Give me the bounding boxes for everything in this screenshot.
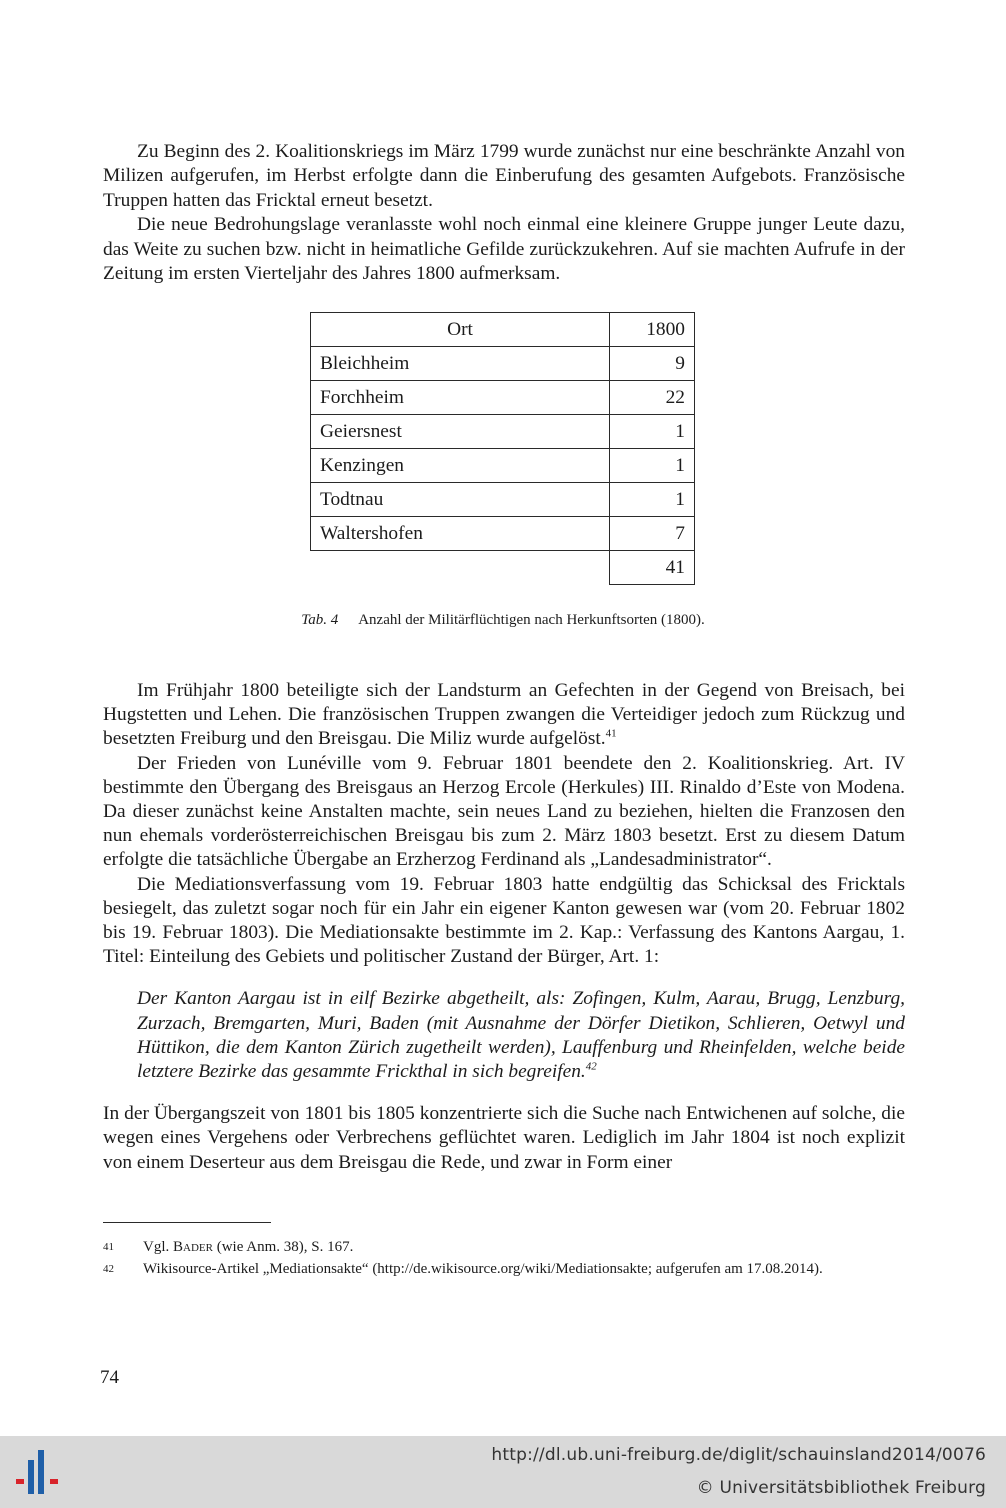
footnotes bbox=[103, 1237, 905, 1281]
footnote-41 bbox=[103, 1237, 905, 1257]
footer-url-link[interactable]: http://dl.ub.uni-freiburg.de/diglit/schauinsland2014/0076 bbox=[491, 1445, 986, 1465]
footnote-number: 42 bbox=[103, 1263, 114, 1275]
place-name: Bleichheim bbox=[311, 347, 610, 381]
place-count: 1 bbox=[610, 449, 695, 483]
footnote-text: Wikisource-Artikel „Mediationsakte“ (http://de.wikisource.org/wiki/Mediationsakte; aufgerufen am 17.08.2014). bbox=[143, 1261, 823, 1277]
footnote-ref-42: 42 bbox=[585, 1060, 597, 1073]
footnote-number: 41 bbox=[103, 1241, 114, 1253]
footnote-42 bbox=[103, 1259, 905, 1279]
footnote-ref-41: 41 bbox=[605, 727, 617, 740]
header-year: 1800 bbox=[610, 313, 695, 347]
places-table-container bbox=[310, 312, 695, 585]
paragraph-6: In der Übergangszeit von 1801 bis 1805 konzentrierte sich die Suche nach Entwichenen auf solche, die wegen eines Vergehens oder Verbrechens geflüchtet waren. Lediglich im Jahr 1804 ist noch explizit von einem Deserteur aus dem Breisgau die Rede, und zwar in Form einer bbox=[103, 1103, 905, 1173]
table-row bbox=[311, 517, 695, 551]
upper-text-block bbox=[103, 140, 905, 286]
footnote-author: Bader bbox=[173, 1239, 213, 1255]
lower-text-block bbox=[103, 679, 905, 1175]
paragraph-3-text: Im Frühjahr 1800 beteiligte sich der Landsturm an Gefechten in der Gegend von Breisach, bei Hugstetten und Lehen. Die französischen Truppen zwangen die Verteidiger jedoch zum Rückzug und besetzten Freiburg und den Breisgau. Die Miliz wurde aufgelöst. bbox=[103, 680, 905, 750]
footer-bar bbox=[0, 1436, 1006, 1508]
table-row bbox=[311, 415, 695, 449]
header-ort: Ort bbox=[311, 313, 610, 347]
footer-copyright: © Universitätsbibliothek Freiburg bbox=[696, 1478, 986, 1498]
footnote-text bbox=[143, 1237, 905, 1257]
quote-text: Der Kanton Aargau ist in eilf Bezirke abgetheilt, als: Zofingen, Kulm, Aarau, Brugg, Lenzburg, Zurzach, Bremgarten, Muri, Baden (mit Ausnahme der Dörfer Dietikon, Schlieren, Oetwyl und Hüttikon, die dem Kanton Zürich zugetheilt werden), Lauffenburg und Rheinfelden, welche beide letztere Bezirke das gesammte Frickthal in sich begreifen. bbox=[137, 988, 905, 1083]
place-name: Waltershofen bbox=[311, 517, 610, 551]
paragraph-1: Zu Beginn des 2. Koalitionskriegs im März 1799 wurde zunächst nur eine beschränkte Anzahl von Milizen aufgerufen, im Herbst erfolgte dann die Einberufung des gesamten Aufgebots. Französische Truppen hatten das Fricktal erneut besetzt. bbox=[103, 141, 905, 211]
place-count: 1 bbox=[610, 483, 695, 517]
paragraph-2: Die neue Bedrohungslage veranlasste wohl noch einmal eine kleinere Gruppe junger Leute dazu, das Weite zu suchen bzw. nicht in heimatliche Gefilde zurückzukehren. Auf sie machten Aufrufe in der Zeitung im ersten Vierteljahr des Jahres 1800 aufmerksam. bbox=[103, 214, 905, 285]
footnote-post: (wie Anm. 38), S. 167. bbox=[212, 1239, 354, 1255]
ub-freiburg-logo-icon bbox=[14, 1446, 62, 1498]
page-number: 74 bbox=[100, 1367, 119, 1388]
table-total-row bbox=[311, 551, 695, 585]
block-quote bbox=[137, 987, 905, 1084]
place-count: 1 bbox=[610, 415, 695, 449]
places-table bbox=[310, 312, 695, 585]
table-row bbox=[311, 449, 695, 483]
table-row bbox=[311, 483, 695, 517]
footnote-pre: Vgl. bbox=[143, 1239, 173, 1255]
table-caption bbox=[0, 610, 1006, 630]
place-name: Forchheim bbox=[311, 381, 610, 415]
place-name: Geiersnest bbox=[311, 415, 610, 449]
table-row bbox=[311, 347, 695, 381]
paragraph-5: Die Mediationsverfassung vom 19. Februar 1803 hatte endgültig das Schicksal des Fricktals besiegelt, das zuletzt sogar noch für ein Jahr ein eigener Kanton gewesen war (vom 20. Februar 1802 bis 19. Februar 1803). Die Mediationsakte bestimmte im 2. Kap.: Verfassung des Kantons Aargau, 1. Titel: Einteilung des Gebiets und politischer Zustand der Bürger, Art. 1: bbox=[103, 873, 905, 968]
total-spacer bbox=[311, 551, 610, 585]
footnote-separator bbox=[103, 1222, 271, 1223]
table-header-row bbox=[311, 313, 695, 347]
place-name: Todtnau bbox=[311, 483, 610, 517]
table-row bbox=[311, 381, 695, 415]
paragraph-3 bbox=[103, 679, 905, 752]
place-name: Kenzingen bbox=[311, 449, 610, 483]
place-count: 9 bbox=[610, 347, 695, 381]
place-count: 7 bbox=[610, 517, 695, 551]
paragraph-4: Der Frieden von Lunéville vom 9. Februar 1801 beendete den 2. Koalitionskrieg. Art. IV bestimmte den Übergang des Breisgaus an Herzog Ercole (Herkules) III. Rinaldo d’Este von Modena. Da dieser zunächst keine Anstalten machte, sein neues Land zu beziehen, hielten die Franzosen den nun ehemals vorderösterreichischen Breisgau bis zum 2. März 1803 besetzt. Erst zu diesem Datum erfolgte die tatsächliche Übergabe an Erzherzog Ferdinand als „Landesadministrator“. bbox=[103, 752, 905, 871]
caption-text: Anzahl der Militärflüchtigen nach Herkunftsorten (1800). bbox=[358, 612, 705, 628]
place-count: 22 bbox=[610, 381, 695, 415]
total-count: 41 bbox=[610, 551, 695, 585]
caption-label: Tab. 4 bbox=[301, 612, 339, 628]
